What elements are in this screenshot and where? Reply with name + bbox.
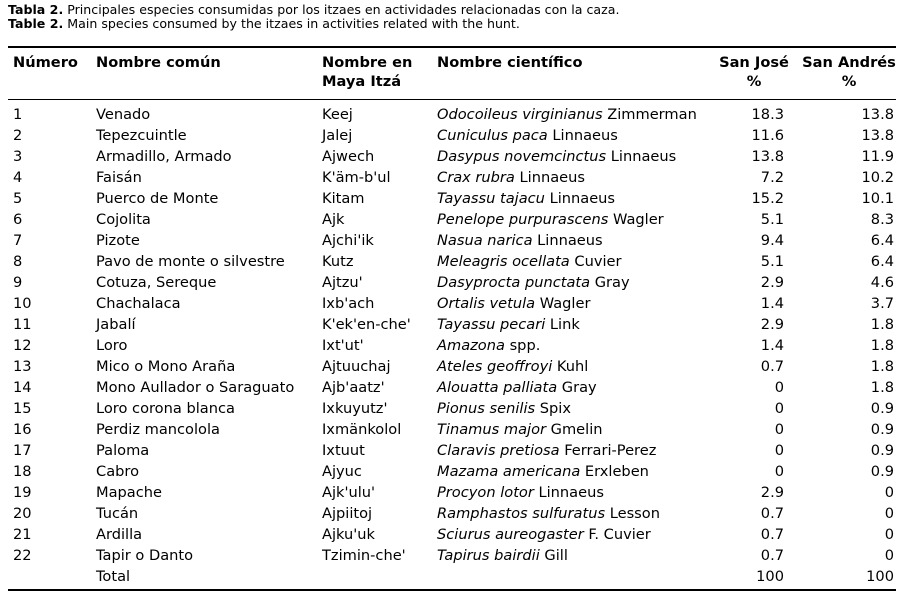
cell-nombre-cientifico [437, 293, 590, 314]
caption-english [8, 17, 619, 31]
cell-san-jose: 7.2 [760, 169, 784, 186]
cell-numero: 22 [13, 547, 32, 564]
header-nombre-maya [322, 53, 412, 91]
cell-numero: 21 [13, 526, 32, 543]
cell-san-jose: 1.4 [760, 295, 784, 312]
caption-label: Table 2. [8, 15, 64, 31]
species-name: Amazona [437, 337, 505, 354]
species-authority: Linnaeus [606, 148, 677, 165]
cell-san-andres: 0 [884, 547, 894, 564]
cell-nombre-comun: Loro corona blanca [96, 400, 235, 417]
table-row [0, 314, 906, 335]
cell-nombre-comun: Chachalaca [96, 295, 181, 312]
cell-nombre-cientifico [437, 335, 540, 356]
cell-nombre-maya: Ixmänkolol [322, 421, 402, 438]
header-san-andres [802, 53, 896, 91]
cell-nombre-cientifico [437, 377, 597, 398]
species-authority: Linnaeus [514, 169, 585, 186]
header-numero: Número [13, 54, 78, 71]
species-authority: Linnaeus [532, 232, 603, 249]
cell-nombre-cientifico [437, 209, 664, 230]
cell-nombre-cientifico [437, 440, 656, 461]
cell-nombre-cientifico [437, 125, 618, 146]
species-authority: Gray [557, 379, 597, 396]
species-authority: Lesson [605, 505, 660, 522]
cell-numero: 3 [13, 148, 23, 165]
cell-nombre-comun: Venado [96, 106, 151, 123]
cell-san-andres: 0 [884, 484, 894, 501]
bottom-rule [8, 589, 896, 591]
cell-nombre-comun: Total [96, 568, 131, 585]
cell-san-andres: 10.1 [861, 190, 894, 207]
cell-nombre-cientifico [437, 272, 630, 293]
header-line: Nombre en [322, 54, 413, 71]
species-authority: Wagler [535, 295, 591, 312]
cell-san-jose: 0.7 [760, 526, 784, 543]
table-body [0, 104, 906, 587]
cell-nombre-comun: Tepezcuintle [96, 127, 187, 144]
cell-san-jose: 0.7 [760, 358, 784, 375]
species-authority: Wagler [608, 211, 664, 228]
cell-nombre-comun: Cabro [96, 463, 140, 480]
cell-nombre-comun: Loro [96, 337, 128, 354]
species-name: Meleagris ocellata [437, 253, 570, 270]
cell-san-andres: 8.3 [870, 211, 894, 228]
cell-san-andres: 0.9 [870, 400, 894, 417]
cell-nombre-comun: Cotuza, Sereque [96, 274, 217, 291]
cell-nombre-maya: K'ek'en-che' [322, 316, 411, 333]
cell-numero: 17 [13, 442, 32, 459]
cell-nombre-cientifico [437, 314, 580, 335]
cell-nombre-cientifico [437, 356, 588, 377]
cell-numero: 18 [13, 463, 32, 480]
header-line: % [841, 73, 857, 90]
species-authority: Gill [539, 547, 568, 564]
cell-nombre-maya: Ixkuyutz' [322, 400, 388, 417]
cell-san-jose: 1.4 [760, 337, 784, 354]
species-name: Procyon lotor [437, 484, 534, 501]
header-rule [8, 99, 896, 100]
cell-nombre-cientifico [437, 230, 603, 251]
cell-nombre-maya: Ixb'ach [322, 295, 375, 312]
cell-san-andres: 1.8 [870, 316, 894, 333]
cell-san-andres: 0.9 [870, 421, 894, 438]
header-line: % [746, 73, 762, 90]
cell-nombre-cientifico [437, 482, 604, 503]
cell-san-jose: 0 [774, 379, 784, 396]
table-row [0, 503, 906, 524]
species-name: Dasyprocta punctata [437, 274, 591, 291]
table-row [0, 230, 906, 251]
cell-nombre-cientifico [437, 398, 571, 419]
cell-nombre-comun: Tucán [96, 505, 139, 522]
species-name: Tayassu pecari [437, 316, 546, 333]
species-authority: F. Cuvier [583, 526, 651, 543]
table-row [0, 545, 906, 566]
cell-san-andres: 13.8 [861, 106, 894, 123]
cell-nombre-maya: Keej [322, 106, 353, 123]
cell-numero: 20 [13, 505, 32, 522]
cell-nombre-cientifico [437, 524, 651, 545]
table-row [0, 293, 906, 314]
cell-san-jose: 2.9 [760, 484, 784, 501]
cell-numero: 15 [13, 400, 32, 417]
cell-nombre-maya: Ajtuuchaj [322, 358, 391, 375]
cell-san-andres: 0 [884, 526, 894, 543]
cell-san-jose: 0.7 [760, 505, 784, 522]
cell-san-andres: 3.7 [870, 295, 894, 312]
table-row [0, 335, 906, 356]
cell-san-andres: 13.8 [861, 127, 894, 144]
cell-numero: 11 [13, 316, 32, 333]
cell-numero: 5 [13, 190, 23, 207]
cell-nombre-maya: Ixt'ut' [322, 337, 364, 354]
species-name: Mazama americana [437, 463, 581, 480]
cell-nombre-maya: Ajtzu' [322, 274, 363, 291]
cell-nombre-cientifico [437, 251, 622, 272]
cell-nombre-cientifico [437, 419, 603, 440]
species-authority: Linnaeus [533, 484, 604, 501]
header-san-jose [712, 53, 796, 91]
cell-nombre-maya: Ajyuc [322, 463, 362, 480]
cell-nombre-comun: Mono Aullador o Saraguato [96, 379, 295, 396]
table-row [0, 398, 906, 419]
species-name: Penelope purpurascens [437, 211, 609, 228]
cell-nombre-comun: Perdiz mancolola [96, 421, 220, 438]
cell-san-jose: 0 [774, 421, 784, 438]
species-name: Ramphastos sulfuratus [437, 505, 606, 522]
cell-numero: 9 [13, 274, 23, 291]
cell-nombre-cientifico [437, 545, 568, 566]
cell-numero: 2 [13, 127, 23, 144]
cell-nombre-maya: Ajwech [322, 148, 375, 165]
cell-nombre-comun: Mico o Mono Araña [96, 358, 236, 375]
table-row [0, 209, 906, 230]
cell-nombre-comun: Mapache [96, 484, 162, 501]
cell-nombre-comun: Paloma [96, 442, 150, 459]
cell-numero: 14 [13, 379, 32, 396]
cell-nombre-maya: Ajk'ulu' [322, 484, 376, 501]
cell-san-andres: 11.9 [861, 148, 894, 165]
cell-nombre-comun: Armadillo, Armado [96, 148, 232, 165]
cell-nombre-comun: Jabalí [96, 316, 136, 333]
top-rule [8, 46, 896, 48]
cell-nombre-cientifico [437, 503, 660, 524]
cell-nombre-maya: Jalej [322, 127, 353, 144]
cell-san-jose: 5.1 [760, 211, 784, 228]
species-name: Ortalis vetula [437, 295, 536, 312]
cell-nombre-maya: Ajchi'ik [322, 232, 374, 249]
cell-nombre-maya: Ixtuut [322, 442, 365, 459]
species-authority: Cuvier [569, 253, 622, 270]
table-row [0, 167, 906, 188]
total-row [0, 566, 906, 587]
cell-san-andres: 4.6 [870, 274, 894, 291]
species-name: Ateles geoffroyi [437, 358, 553, 375]
cell-nombre-comun: Pizote [96, 232, 140, 249]
table-row [0, 524, 906, 545]
cell-numero: 16 [13, 421, 32, 438]
cell-nombre-maya: Ajku'uk [322, 526, 376, 543]
species-authority: Erxleben [580, 463, 649, 480]
caption-spanish [8, 3, 619, 17]
cell-nombre-cientifico [437, 146, 676, 167]
caption-label: Tabla 2. [8, 2, 64, 17]
cell-san-jose: 2.9 [760, 274, 784, 291]
table-row [0, 440, 906, 461]
cell-san-andres: 1.8 [870, 358, 894, 375]
table-row [0, 482, 906, 503]
species-authority: Gray [590, 274, 630, 291]
species-authority: Spix [535, 400, 571, 417]
table-row [0, 251, 906, 272]
cell-numero: 19 [13, 484, 32, 501]
cell-nombre-cientifico [437, 167, 585, 188]
species-authority: Kuhl [552, 358, 589, 375]
species-name: Tinamus major [437, 421, 547, 438]
cell-san-andres: 6.4 [870, 232, 894, 249]
cell-san-andres: 1.8 [870, 337, 894, 354]
cell-numero: 12 [13, 337, 32, 354]
species-name: Dasypus novemcinctus [437, 148, 607, 165]
cell-san-jose: 0 [774, 463, 784, 480]
header-line: San Andrés [802, 54, 896, 71]
caption-text: Main species consumed by the itzaes in activities related with the hunt. [63, 15, 520, 31]
cell-nombre-comun: Puerco de Monte [96, 190, 219, 207]
table-caption [8, 3, 619, 30]
cell-san-jose: 13.8 [751, 148, 784, 165]
header-line: Maya Itzá [322, 73, 402, 90]
header-nombre-cientifico: Nombre científico [437, 54, 583, 71]
species-authority: spp. [504, 337, 541, 354]
table-row [0, 377, 906, 398]
cell-nombre-cientifico [437, 461, 649, 482]
cell-san-jose: 18.3 [751, 106, 784, 123]
caption-text: Principales especies consumidas por los itzaes en actividades relacionadas con la caza. [63, 2, 620, 17]
species-name: Odocoileus virginianus [437, 106, 603, 123]
species-authority: Linnaeus [544, 190, 616, 207]
cell-san-jose: 0 [774, 400, 784, 417]
cell-san-andres: 0.9 [870, 442, 894, 459]
cell-san-jose: 15.2 [751, 190, 784, 207]
cell-san-jose: 2.9 [760, 316, 784, 333]
cell-numero: 10 [13, 295, 32, 312]
table-row [0, 272, 906, 293]
cell-san-jose: 9.4 [760, 232, 784, 249]
species-name: Claravis pretiosa [437, 442, 560, 459]
cell-nombre-maya: Tzimin-che' [322, 547, 406, 564]
cell-numero: 13 [13, 358, 32, 375]
cell-nombre-maya: Kutz [322, 253, 354, 270]
species-authority: Zimmerman [602, 106, 697, 123]
species-name: Alouatta palliata [437, 379, 558, 396]
cell-nombre-cientifico [437, 104, 697, 125]
cell-numero: 7 [13, 232, 23, 249]
species-authority: Ferrari-Perez [559, 442, 657, 459]
cell-san-andres: 1.8 [870, 379, 894, 396]
cell-numero: 6 [13, 211, 23, 228]
species-authority: Link [545, 316, 580, 333]
cell-nombre-comun: Faisán [96, 169, 142, 186]
cell-nombre-maya: K'äm-b'ul [322, 169, 391, 186]
table-row [0, 146, 906, 167]
cell-san-jose: 0 [774, 442, 784, 459]
table-row [0, 356, 906, 377]
table-row [0, 104, 906, 125]
cell-san-andres: 100 [866, 568, 894, 585]
species-name: Sciurus aureogaster [437, 526, 584, 543]
header-nombre-comun: Nombre común [96, 54, 221, 71]
cell-nombre-comun: Pavo de monte o silvestre [96, 253, 285, 270]
cell-nombre-comun: Ardilla [96, 526, 143, 543]
cell-numero: 8 [13, 253, 23, 270]
cell-numero: 4 [13, 169, 23, 186]
cell-san-jose: 0.7 [760, 547, 784, 564]
cell-nombre-maya: Ajpiitoj [322, 505, 373, 522]
species-name: Tapirus bairdii [437, 547, 540, 564]
cell-san-andres: 0.9 [870, 463, 894, 480]
cell-nombre-cientifico [437, 188, 615, 209]
cell-nombre-comun: Tapir o Danto [96, 547, 194, 564]
cell-nombre-maya: Ajk [322, 211, 345, 228]
table-row [0, 419, 906, 440]
cell-san-jose: 5.1 [760, 253, 784, 270]
cell-nombre-maya: Ajb'aatz' [322, 379, 385, 396]
cell-nombre-maya: Kitam [322, 190, 365, 207]
species-name: Tayassu tajacu [437, 190, 545, 207]
table-row [0, 461, 906, 482]
cell-san-andres: 6.4 [870, 253, 894, 270]
header-line: San José [719, 54, 789, 71]
cell-numero: 1 [13, 106, 23, 123]
cell-nombre-comun: Cojolita [96, 211, 151, 228]
cell-san-jose: 11.6 [751, 127, 784, 144]
cell-san-andres: 10.2 [861, 169, 894, 186]
species-name: Cuniculus paca [437, 127, 548, 144]
species-name: Nasua narica [437, 232, 533, 249]
species-name: Pionus senilis [437, 400, 536, 417]
species-authority: Gmelin [546, 421, 603, 438]
table-row [0, 188, 906, 209]
cell-san-jose: 100 [756, 568, 784, 585]
species-authority: Linnaeus [547, 127, 618, 144]
table-row [0, 125, 906, 146]
species-name: Crax rubra [437, 169, 515, 186]
cell-san-andres: 0 [884, 505, 894, 522]
